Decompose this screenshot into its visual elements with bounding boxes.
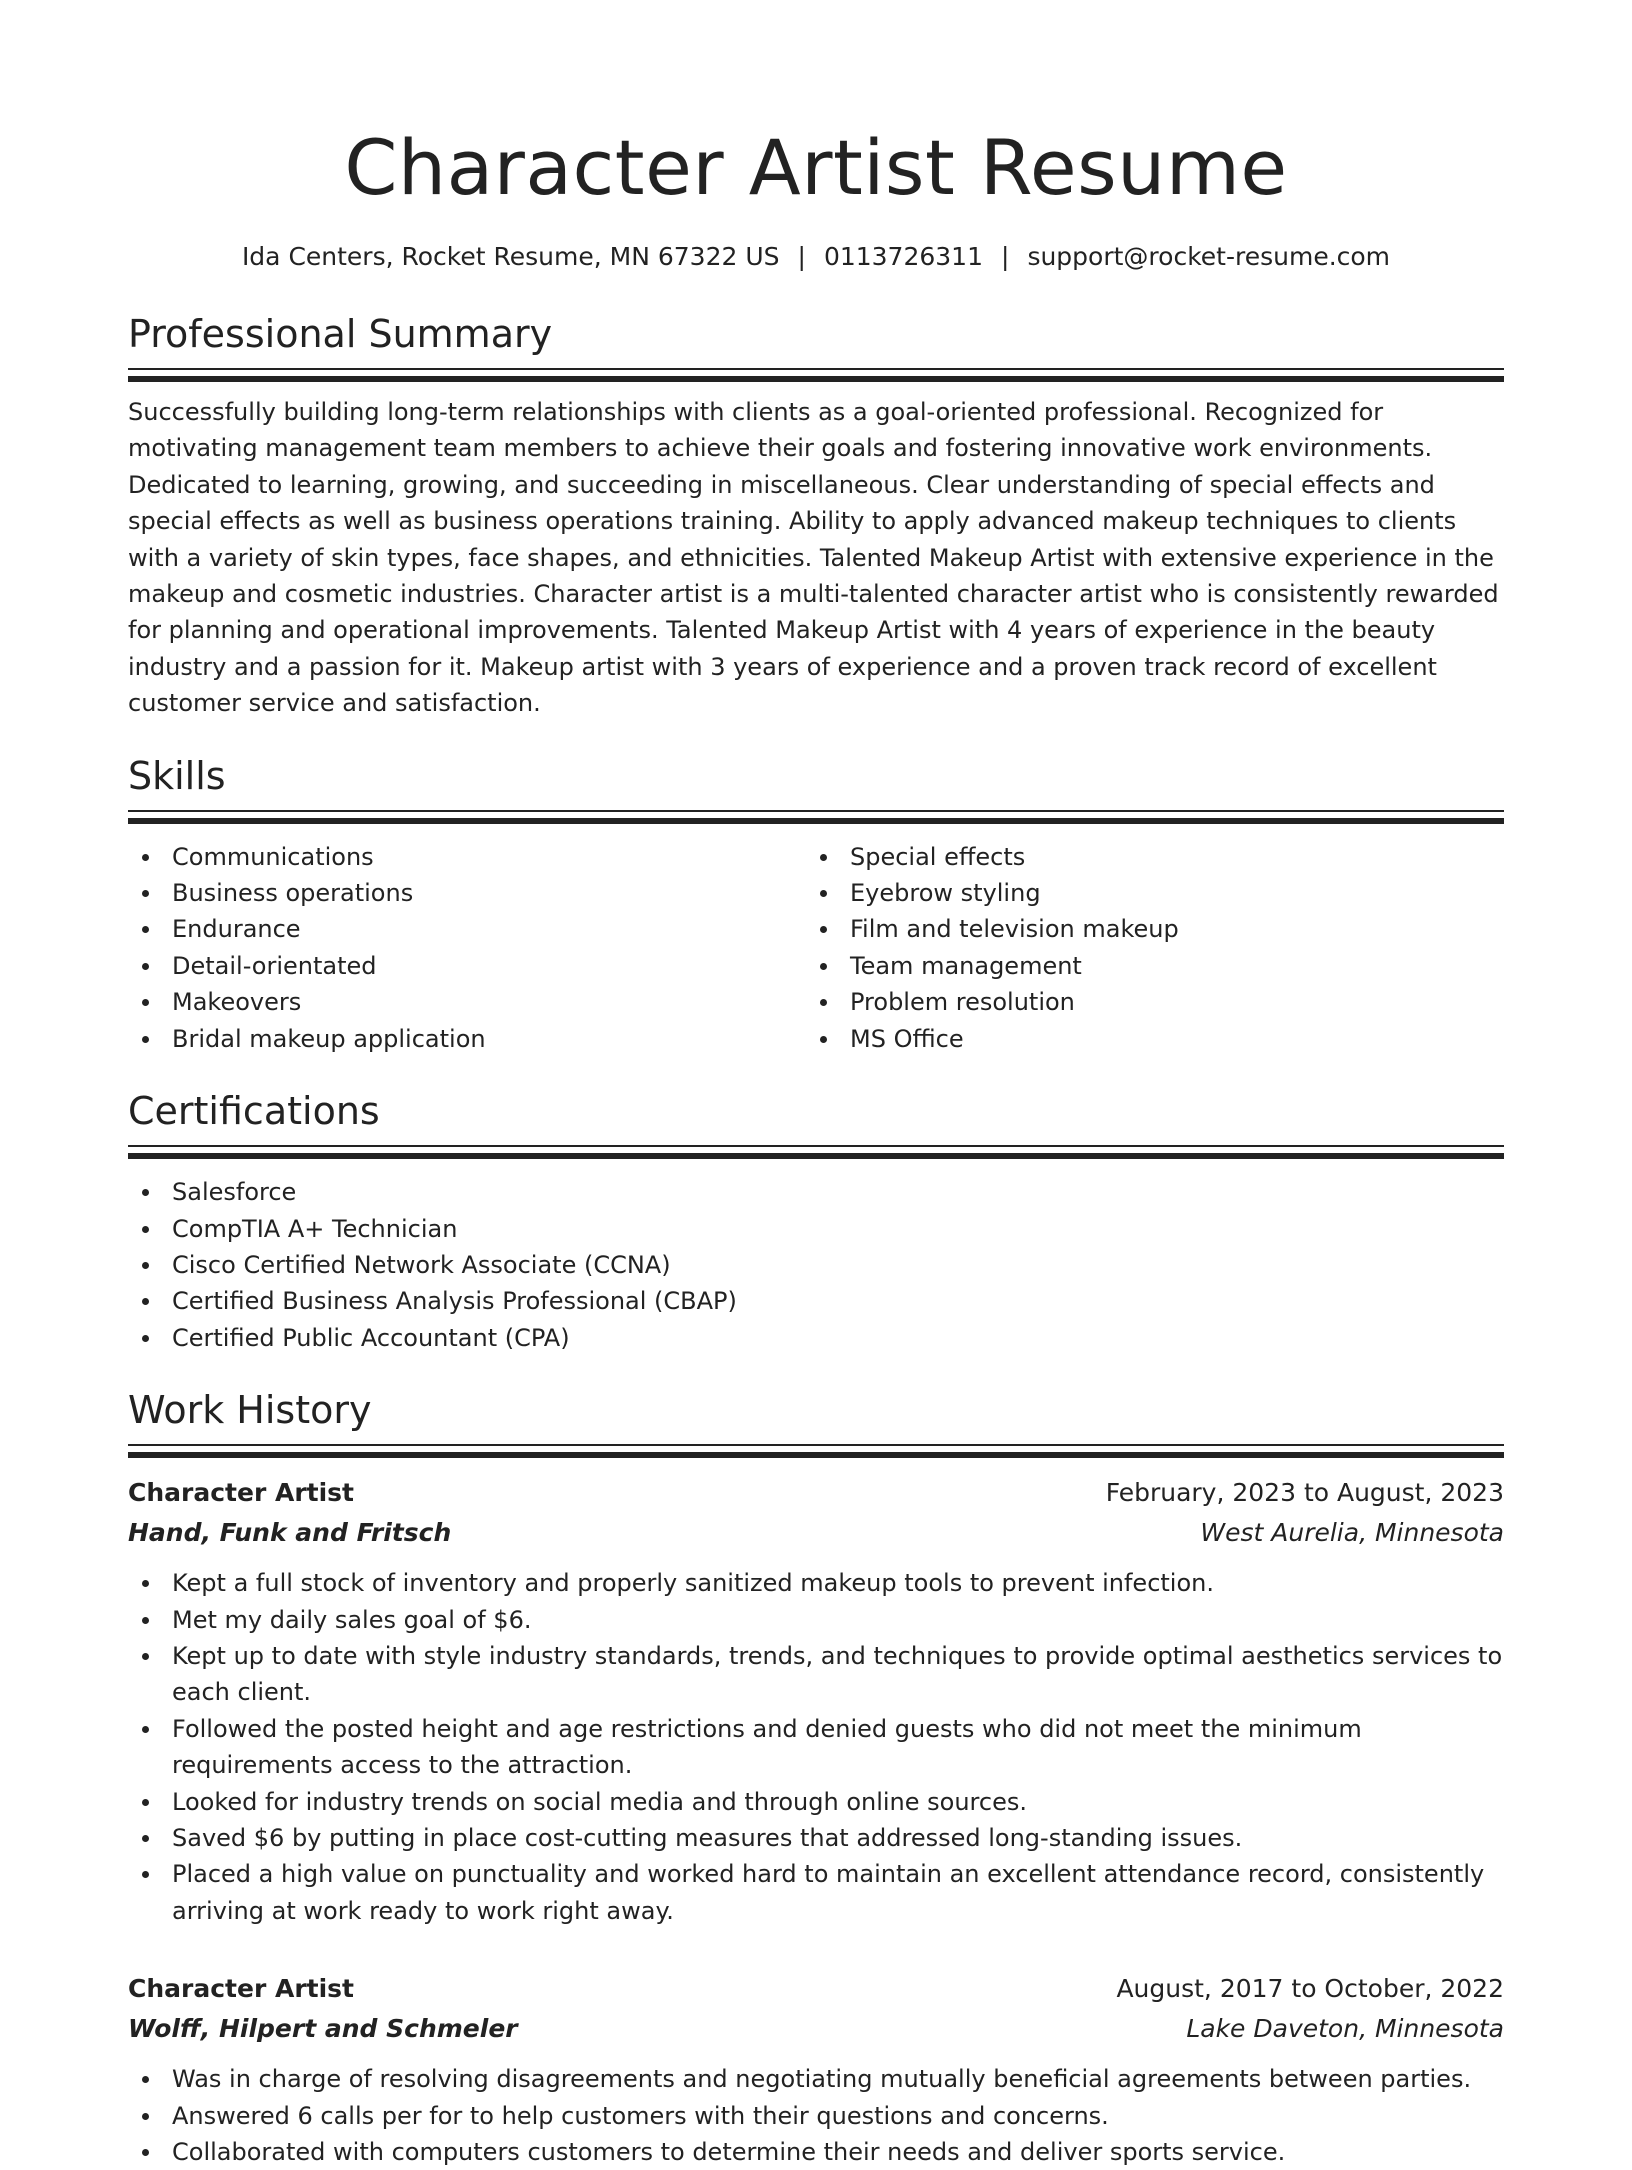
job-duty-item: Kept up to date with style industry standards, trends, and techniques to provide optimal aesthetics services to each client. [128, 1638, 1504, 1711]
job-dates: August, 2017 to October, 2022 [1116, 1974, 1504, 2004]
section-divider [128, 810, 1504, 824]
skill-item: Business operations [128, 875, 806, 911]
certification-item: Certified Business Analysis Professional (CBAP) [128, 1283, 1504, 1319]
professional-summary-section [128, 310, 1504, 722]
skill-item: Bridal makeup application [128, 1021, 806, 1057]
contact-separator: | [797, 242, 806, 271]
work-history-section [128, 1386, 1504, 2170]
job-subheader-row [128, 1513, 1504, 1553]
contact-line [128, 240, 1504, 274]
job-duties-list [128, 2061, 1504, 2170]
skills-grid [128, 839, 1504, 1057]
skill-item: MS Office [806, 1021, 1484, 1057]
job-subheader-row [128, 2009, 1504, 2049]
job-company: Wolff, Hilpert and Schmeler [128, 2014, 518, 2044]
certifications-list [128, 1174, 1504, 1356]
section-heading-work-history: Work History [128, 1388, 372, 1433]
job-duty-item: Collaborated with computers customers to determine their needs and deliver sports service. [128, 2134, 1504, 2170]
skills-list-right [806, 839, 1484, 1057]
job-header-row [128, 1473, 1504, 1513]
certification-item: CompTIA A+ Technician [128, 1211, 1504, 1247]
section-heading-skills: Skills [128, 753, 226, 798]
job-header-row [128, 1969, 1504, 2009]
section-divider [128, 368, 1504, 382]
skill-item: Team management [806, 948, 1484, 984]
job-duty-item: Answered 6 calls per for to help customers with their questions and concerns. [128, 2098, 1504, 2134]
section-divider [128, 1145, 1504, 1159]
job-entry [128, 1969, 1504, 2170]
certification-item: Certified Public Accountant (CPA) [128, 1320, 1504, 1356]
skills-list-left [128, 839, 806, 1057]
certification-item: Cisco Certified Network Associate (CCNA) [128, 1247, 1504, 1283]
skill-item: Communications [128, 839, 806, 875]
job-duty-item: Followed the posted height and age restrictions and denied guests who did not meet the minimum requirements access to the attraction. [128, 1711, 1504, 1784]
job-location: West Aurelia, Minnesota [1200, 1518, 1504, 1548]
contact-separator: | [1001, 242, 1010, 271]
skill-item: Problem resolution [806, 984, 1484, 1020]
contact-address: Ida Centers, Rocket Resume, MN 67322 US [241, 242, 780, 271]
resume-title: Character Artist Resume [344, 123, 1288, 212]
skill-item: Endurance [128, 911, 806, 947]
section-heading-summary: Professional Summary [128, 312, 553, 356]
skill-item: Detail-orientated [128, 948, 806, 984]
job-duty-item: Met my daily sales goal of $6. [128, 1602, 1504, 1638]
certifications-section [128, 1087, 1504, 1356]
skill-item: Special effects [806, 839, 1484, 875]
job-company: Hand, Funk and Fritsch [128, 1518, 452, 1548]
summary-text: Successfully building long-term relationships with clients as a goal-oriented professional. Recognized for motivating management team members to achieve their goals and fostering innovative work environments. Dedicated to learning, growing, and succeeding in miscellaneous. Clear understanding of special effects and special effects as well as business operations training. Ability to apply advanced makeup techniques to clients with a variety of skin types, face shapes, and ethnicities. Talented Makeup Artist with extensive experience in the makeup and cosmetic industries. Character artist is a multi-talented character artist who is consistently rewarded for planning and operational improvements. Talented Makeup Artist with 4 years of experience in the beauty industry and a passion for it. Makeup artist with 3 years of experience and a proven track record of excellent customer service and satisfaction. [128, 398, 1499, 718]
job-entry [128, 1473, 1504, 1929]
skill-item: Makeovers [128, 984, 806, 1020]
job-duty-item: Placed a high value on punctuality and worked hard to maintain an excellent attendance record, consistently arriving at work ready to work right away. [128, 1856, 1504, 1929]
job-location: Lake Daveton, Minnesota [1186, 2014, 1504, 2044]
skill-item: Eyebrow styling [806, 875, 1484, 911]
section-heading-certifications: Certifications [128, 1089, 380, 1134]
job-duty-item: Looked for industry trends on social media and through online sources. [128, 1784, 1504, 1820]
job-title: Character Artist [128, 1478, 355, 1508]
certification-item: Salesforce [128, 1174, 1504, 1210]
section-divider [128, 1444, 1504, 1458]
job-duty-item: Saved $6 by putting in place cost-cutting measures that addressed long-standing issues. [128, 1820, 1504, 1856]
job-dates: February, 2023 to August, 2023 [1105, 1478, 1504, 1508]
job-title: Character Artist [128, 1974, 355, 2004]
contact-email[interactable]: support@rocket-resume.com [1027, 242, 1391, 271]
job-duty-item: Kept a full stock of inventory and properly sanitized makeup tools to prevent infection. [128, 1565, 1504, 1601]
job-duties-list [128, 1565, 1504, 1929]
skill-item: Film and television makeup [806, 911, 1484, 947]
job-duty-item: Was in charge of resolving disagreements and negotiating mutually beneficial agreements between parties. [128, 2061, 1504, 2097]
skills-section [128, 752, 1504, 1057]
contact-phone: 0113726311 [823, 242, 983, 271]
